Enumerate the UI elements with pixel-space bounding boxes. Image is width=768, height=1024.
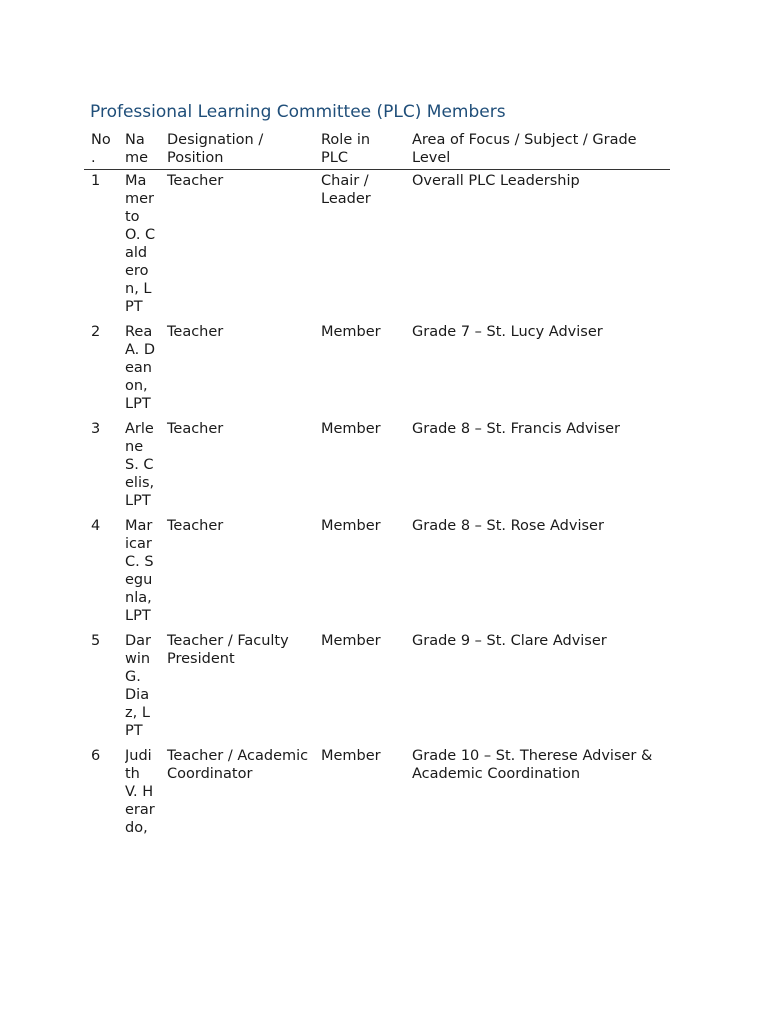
cell-area: Grade 9 – St. Clare Adviser [412,633,607,649]
member-name: Maricar C. Segunla, LPT [125,518,154,624]
member-name: Judith V. Herardo, [125,748,155,836]
cell-role: Chair / Leader [321,173,371,207]
table-row [84,745,670,842]
document-title: Professional Learning Committee (PLC) Members [90,102,506,122]
cell-designation: Teacher / Faculty President [167,633,289,667]
cell-designation: Teacher [167,324,224,340]
cell-role: Member [321,633,381,649]
cell-name [118,321,160,418]
cell-role: Member [321,748,381,764]
member-name: Arlene S. Celis, LPT [125,421,155,509]
cell-no: 4 [91,518,101,534]
header-area: Area of Focus / Subject / Grade Level [405,130,670,170]
table-row [84,630,670,745]
cell-area: Overall PLC Leadership [412,173,580,189]
cell-area: Grade 7 – St. Lucy Adviser [412,324,603,340]
table-header-row [84,130,670,170]
cell-no: 1 [91,173,101,189]
cell-designation: Teacher [167,518,224,534]
cell-name [118,630,160,745]
cell-no: 3 [91,421,101,437]
cell-designation: Teacher [167,421,224,437]
cell-area: Grade 8 – St. Rose Adviser [412,518,604,534]
cell-designation: Teacher / Academic Coordinator [167,748,309,782]
header-role: Role in PLC [314,130,405,170]
table-row [84,321,670,418]
cell-name [118,515,160,630]
cell-no: 6 [91,748,101,764]
header-no: No. [84,130,118,170]
cell-role: Member [321,324,381,340]
member-name: Rea A. Deanon, LPT [125,324,156,412]
cell-no: 2 [91,324,101,340]
cell-name [118,745,160,842]
cell-role: Member [321,421,381,437]
cell-area: Grade 10 – St. Therese Adviser & Academic Coordination [412,748,653,782]
cell-name [118,170,160,322]
header-name: Name [118,130,160,170]
table-row [84,170,670,322]
plc-members-table [84,130,670,842]
member-name: Mamerto O. Calderon, LPT [125,173,156,315]
cell-no: 5 [91,633,101,649]
cell-designation: Teacher [167,173,224,189]
cell-area: Grade 8 – St. Francis Adviser [412,421,621,437]
cell-name [118,418,160,515]
table-row [84,418,670,515]
member-name: Darwin G. Diaz, LPT [125,633,152,739]
table-row [84,515,670,630]
cell-role: Member [321,518,381,534]
header-designation: Designation / Position [160,130,314,170]
